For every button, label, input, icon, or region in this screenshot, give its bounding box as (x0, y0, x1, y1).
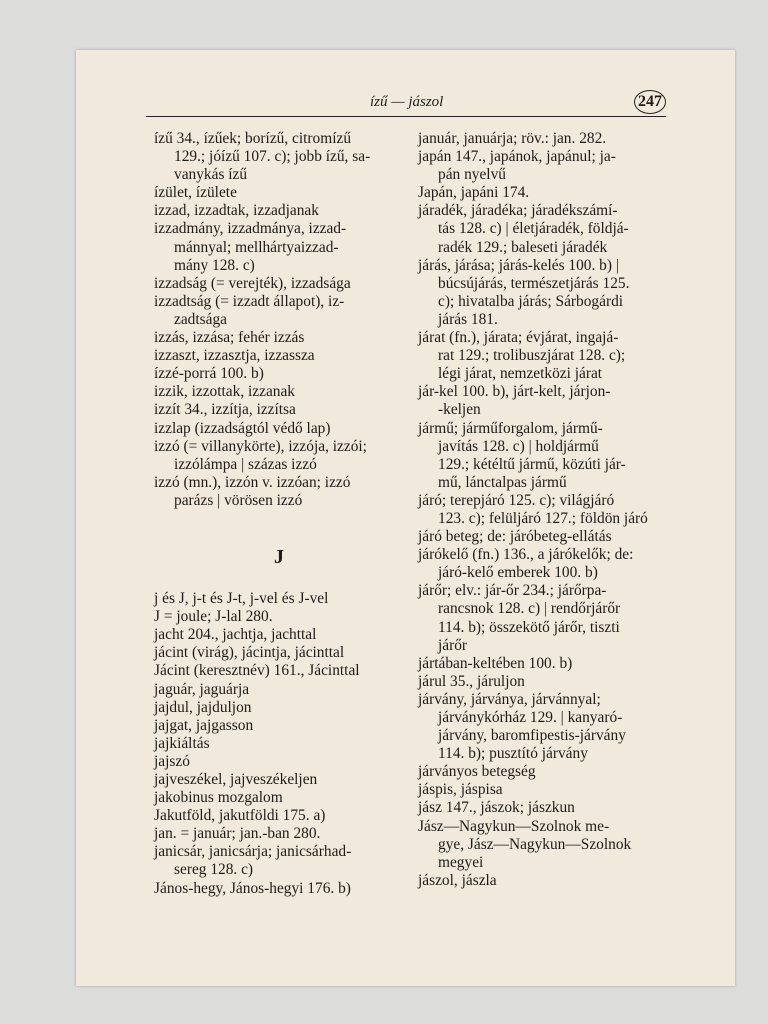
entry-line: Japán, japáni 174. (418, 184, 530, 202)
dictionary-entry (418, 582, 670, 654)
entry-line: izzó (mn.), izzón v. izzóan; izzó (154, 473, 351, 491)
dictionary-entry (154, 184, 404, 202)
dictionary-entry (154, 699, 404, 717)
book-page (76, 50, 735, 986)
entry-line: járvány, járványa, járvánnyal; (418, 690, 601, 708)
entry-line: jacht 204., jachtja, jachttal (154, 626, 317, 644)
dictionary-entry (154, 717, 404, 735)
dictionary-entry (418, 184, 670, 202)
dictionary-entry (154, 843, 404, 879)
dictionary-entry (154, 681, 404, 699)
entry-continuation: mánnyal; mellhártyaizzad- (174, 238, 339, 256)
dictionary-entry (418, 148, 670, 184)
entry-line: jajdul, jajduljon (154, 698, 252, 716)
dictionary-entry (154, 347, 404, 365)
entry-line: járás, járása; járás-kelés 100. b) | (418, 256, 619, 274)
entry-line: járványos betegség (418, 763, 536, 781)
entry-continuation: 123. c); felüljáró 127.; földön járó (438, 509, 648, 527)
left-column (154, 130, 404, 898)
dictionary-entry (154, 608, 404, 626)
dictionary-entry (154, 735, 404, 753)
entry-line: járadék, járadéka; járadékszámí- (418, 202, 618, 220)
section-letter: J (274, 545, 284, 568)
entry-continuation: járvány, baromfipestis-járvány (438, 727, 626, 745)
entry-line: izzó (= villanykörte), izzója, izzói; (154, 437, 367, 455)
entry-continuation: 129.; jóízű 107. c); jobb ízű, sa- (174, 148, 371, 166)
entry-continuation: mű, lánctalpas jármű (438, 473, 567, 491)
dictionary-entry (154, 626, 404, 644)
dictionary-entry (154, 293, 404, 329)
entry-line: járókelő (fn.) 136., a járókelők; de: (418, 546, 634, 564)
header-title: ízű — jászol (370, 94, 444, 110)
entry-line: jajgat, jajgasson (154, 716, 254, 734)
entry-line: járőr; elv.: jár-őr 234.; járőrpa- (418, 582, 607, 600)
entry-line: Jakutföld, jakutföldi 175. a) (154, 807, 326, 825)
entry-line: járó beteg; de: járóbeteg-ellátás (418, 528, 612, 546)
entry-continuation: légi járat, nemzetközi járat (438, 365, 603, 383)
entry-line: jártában-keltében 100. b) (418, 654, 573, 672)
page-number: 247 (634, 90, 666, 114)
entry-line: jár-kel 100. b), járt-kelt, járjon- (418, 383, 611, 401)
entry-continuation: mány 128. c) (174, 256, 255, 274)
entry-line: jász 147., jászok; jászkun (418, 799, 575, 817)
dictionary-entry (418, 383, 670, 419)
entry-line: jakobinus mozgalom (154, 789, 283, 807)
entry-continuation: javítás 128. c) | holdjármű (438, 437, 599, 455)
dictionary-entry (418, 691, 670, 763)
dictionary-entry (418, 492, 670, 528)
entry-continuation: gye, Jász—Nagykun—Szolnok (438, 835, 632, 853)
dictionary-entry (418, 763, 670, 781)
entry-continuation: pán nyelvű (438, 166, 506, 184)
entry-line: ízület, ízülete (154, 184, 237, 202)
entry-line: izzadság (= verejték), izzadsága (154, 274, 351, 292)
entry-line: jáspis, jáspisa (418, 781, 503, 799)
entry-line: január, januárja; röv.: jan. 282. (418, 130, 607, 147)
entry-line: izzik, izzottak, izzanak (154, 383, 296, 401)
entry-continuation: 114. b); összekötő járőr, tiszti (438, 618, 620, 636)
entry-line: ízzé-porrá 100. b) (154, 365, 264, 383)
entry-continuation: radék 129.; baleseti járadék (438, 238, 608, 256)
entry-line: J = joule; J-lal 280. (154, 608, 273, 626)
dictionary-entry (154, 807, 404, 825)
entry-continuation: c); hivatalba járás; Sárbogárdi (438, 292, 624, 310)
dictionary-entry (418, 781, 670, 799)
entry-line: János-hegy, János-hegyi 176. b) (154, 879, 351, 897)
dictionary-entry (154, 275, 404, 293)
dictionary-entry (418, 799, 670, 817)
entry-line: izzaszt, izzasztja, izzassza (154, 347, 315, 365)
dictionary-entry (418, 130, 670, 148)
entry-line: izzás, izzása; fehér izzás (154, 329, 305, 347)
entry-continuation: megyei (438, 853, 484, 871)
entry-line: jajveszékel, jajveszékeljen (154, 771, 318, 788)
entry-line: járó; terepjáró 125. c); világjáró (418, 491, 615, 509)
entry-line: jajszó (154, 752, 190, 770)
entry-line: járul 35., járuljon (418, 672, 525, 690)
dictionary-entry (154, 789, 404, 807)
entry-continuation: sereg 128. c) (174, 861, 254, 879)
dictionary-entry (418, 329, 670, 383)
dictionary-entry (154, 590, 404, 608)
entry-continuation: 114. b); pusztító járvány (438, 745, 588, 763)
entry-line: jan. = január; jan.-ban 280. (154, 825, 321, 843)
entry-continuation: 129.; kétéltű jármű, közúti jár- (438, 455, 626, 473)
dictionary-entry (154, 662, 404, 680)
dictionary-entry (154, 365, 404, 383)
dictionary-entry (418, 872, 670, 890)
entry-line: jaguár, jaguárja (154, 680, 250, 698)
entry-continuation: járás 181. (438, 310, 498, 328)
entry-continuation: rancsnok 128. c) | rendőrjárőr (438, 600, 621, 618)
entry-continuation: izzólámpa | százas izzó (174, 455, 317, 473)
entry-continuation: járőr (438, 636, 468, 654)
entry-line: Jácint (keresztnév) 161., Jácinttal (154, 662, 360, 680)
dictionary-entry (154, 825, 404, 843)
dictionary-entry (418, 673, 670, 691)
entry-line: jácint (virág), jácintja, jácinttal (154, 644, 345, 662)
entry-line: jászol, jászla (418, 871, 497, 889)
dictionary-entry (154, 401, 404, 419)
entry-continuation: járványkórház 129. | kanyaró- (438, 709, 623, 726)
entry-line: j és J, j-t és J-t, j-vel és J-vel (154, 590, 329, 608)
dictionary-entry (154, 474, 404, 510)
entry-line: izzít 34., izzítja, izzítsa (154, 401, 296, 419)
entry-line: Jász—Nagykun—Szolnok me- (418, 817, 610, 835)
entry-line: jajkiáltás (154, 734, 210, 752)
dictionary-entry (418, 655, 670, 673)
entry-line: izzadtság (= izzadt állapot), iz- (154, 292, 345, 310)
entry-continuation: tás 128. c) | életjáradék, földjá- (438, 220, 629, 238)
dictionary-entry (418, 202, 670, 256)
entry-continuation: járó-kelő emberek 100. b) (438, 564, 598, 582)
dictionary-entry (154, 383, 404, 401)
dictionary-entry (418, 818, 670, 872)
dictionary-entry (154, 130, 404, 184)
dictionary-entry (154, 220, 404, 274)
dictionary-entry (154, 329, 404, 347)
dictionary-entry (418, 257, 670, 329)
entry-line: járat (fn.), járata; évjárat, ingajá- (418, 329, 619, 347)
right-column (418, 130, 670, 890)
entry-line: izzad, izzadtak, izzadjanak (154, 202, 319, 220)
entry-line: japán 147., japánok, japánul; ja- (418, 148, 616, 166)
entry-line: ízű 34., ízűek; borízű, citromízű (154, 130, 352, 147)
entry-continuation: vanykás ízű (174, 166, 248, 184)
dictionary-entry (418, 528, 670, 546)
dictionary-entry (418, 420, 670, 492)
dictionary-entry (154, 438, 404, 474)
dictionary-entry (154, 420, 404, 438)
dictionary-entry (154, 202, 404, 220)
entry-line: janicsár, janicsárja; janicsárhad- (154, 843, 352, 861)
entry-continuation: zadtsága (174, 310, 227, 328)
entry-continuation: -keljen (438, 401, 481, 419)
entry-line: jármű; járműforgalom, jármű- (418, 419, 603, 437)
entry-continuation: rat 129.; trolibuszjárat 128. c); (438, 347, 626, 365)
dictionary-entry (418, 546, 670, 582)
dictionary-entry (154, 771, 404, 789)
dictionary-entry (154, 880, 404, 898)
entry-continuation: búcsújárás, természetjárás 125. (438, 274, 630, 292)
entry-continuation: parázs | vörösen izzó (174, 491, 303, 509)
entry-line: izzadmány, izzadmánya, izzad- (154, 220, 347, 238)
running-header (146, 94, 666, 117)
dictionary-entry (154, 644, 404, 662)
entry-line: izzlap (izzadságtól védő lap) (154, 419, 331, 437)
dictionary-entry (154, 753, 404, 771)
